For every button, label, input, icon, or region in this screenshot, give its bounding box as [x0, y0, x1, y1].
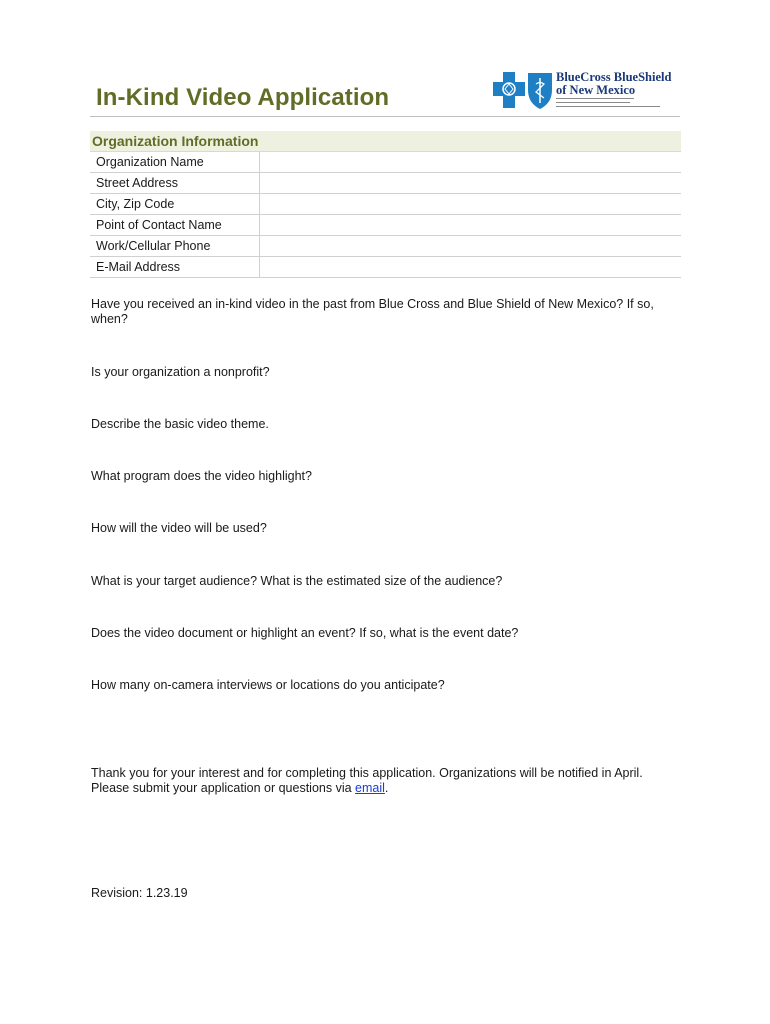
logo-line1: BlueCross BlueShield — [556, 70, 672, 84]
question-video-usage: How will the video will be used? — [91, 521, 267, 535]
field-label: E-Mail Address — [90, 257, 260, 278]
title-divider — [90, 116, 680, 117]
question-prior-video: Have you received an in-kind video in the past from Blue Cross and Blue Shield of New Mexico? If so, when? — [91, 297, 654, 326]
table-row — [90, 236, 681, 257]
phone-field[interactable] — [260, 236, 682, 257]
page-title: In-Kind Video Application — [96, 84, 390, 111]
question-video-theme: Describe the basic video theme. — [91, 417, 269, 431]
logo-wordmark — [556, 71, 671, 97]
closing-submit — [91, 781, 681, 796]
table-row — [90, 257, 681, 278]
bcbs-logo — [492, 68, 682, 112]
field-label: Street Address — [90, 173, 260, 194]
contact-name-field[interactable] — [260, 215, 682, 236]
question-program: What program does the video highlight? — [91, 469, 312, 483]
table-row — [90, 215, 681, 236]
organization-info-table — [90, 152, 681, 278]
question-target-audience: What is your target audience? What is the estimated size of the audience? — [91, 574, 503, 588]
blue-shield-icon — [528, 73, 552, 109]
blue-cross-icon — [493, 72, 525, 108]
street-address-field[interactable] — [260, 173, 682, 194]
field-label: Organization Name — [90, 152, 260, 173]
logo-icons — [492, 70, 554, 110]
closing-thank-you: Thank you for your interest and for completing this application. Organizations will be notified in April. — [91, 766, 643, 780]
field-label: Work/Cellular Phone — [90, 236, 260, 257]
section-header-label: Organization Information — [92, 133, 259, 149]
question-event: Does the video document or highlight an event? If so, what is the event date? — [91, 626, 519, 640]
field-label: Point of Contact Name — [90, 215, 260, 236]
section-header-organization — [90, 131, 681, 152]
logo-line2: of New Mexico — [556, 83, 636, 97]
table-row — [90, 152, 681, 173]
table-row — [90, 194, 681, 215]
closing-submit-period: . — [384, 781, 389, 795]
closing-submit-text: Please submit your application or questions via — [91, 781, 356, 795]
question-nonprofit: Is your organization a nonprofit? — [91, 365, 270, 379]
table-row — [90, 173, 681, 194]
logo-fine-print — [556, 98, 676, 110]
question-interviews: How many on-camera interviews or locations do you anticipate? — [91, 678, 445, 692]
email-field[interactable] — [260, 257, 682, 278]
city-zip-field[interactable] — [260, 194, 682, 215]
field-label: City, Zip Code — [90, 194, 260, 215]
revision-label: Revision: 1.23.19 — [91, 886, 188, 900]
email-link[interactable]: email — [355, 781, 385, 795]
organization-name-field[interactable] — [260, 152, 682, 173]
